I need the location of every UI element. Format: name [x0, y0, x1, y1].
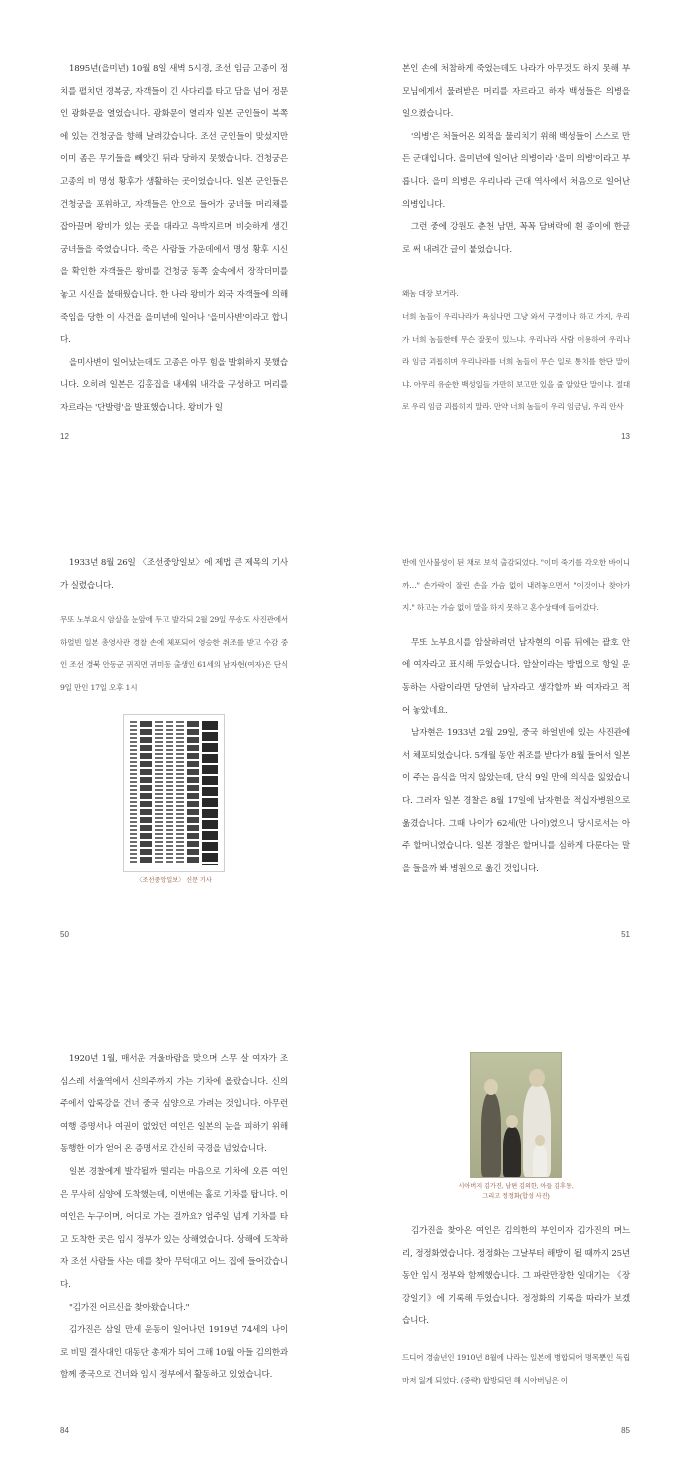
spread-2 — [0, 490, 690, 980]
paragraph: 남자현은 1933년 2월 29일, 중국 하얼빈에 있는 사진관에서 체포되었습니다. 5개월 동안 취조를 받다가 8월 들어서 일본이 주는 음식을 먹지 않았는데, 단식 9일 만에 의식을 잃었습니다. 그러자 일본 경찰은 8월 17일에 남자현을 적십자병원으로 옮겼습니다. 그때 나이가 62세(만 나이)였으니 당시로서는 아주 할머니였습니다. 일본 경찰은 할머니를 심하게 다룬다는 말을 들을까 봐 병원으로 옮긴 것입니다. — [402, 728, 630, 874]
page-84 — [0, 980, 345, 1472]
paragraph: '의병'은 처들어온 외적을 물리치기 위해 백성들이 스스로 만든 군대입니다. 을미년에 일어난 의병이라 '을미 의병'이라고 부릅니다. 을미 의병은 우리나라 근대 역사에서 처음으로 일어난 의병입니다. — [402, 131, 630, 210]
paragraph: 본인 손에 처참하게 죽었는데도 나라가 아무것도 하지 못해 부모님에게서 물려받은 머리를 자르라고 하자 백성들은 의병을 일으켰습니다. — [402, 64, 630, 120]
page-number: 50 — [60, 930, 69, 939]
page-number: 12 — [60, 432, 69, 441]
text-column — [402, 552, 630, 880]
newspaper-clipping-image — [123, 714, 225, 872]
paragraph: "김가진 어르신을 찾아왔습니다." — [69, 1302, 190, 1313]
paragraph: 그런 중에 강원도 춘천 남면, 꼭꼭 담벼락에 흰 종이에 한글로 써 내려간 글이 붙었습니다. — [402, 222, 630, 255]
photo-caption-line: 시아버지 김가진, 남편 김의한, 아들 김후동, — [458, 1183, 574, 1190]
quote-line: 왜놈 대장 보거라. — [402, 289, 459, 299]
text-column — [60, 58, 288, 420]
image-caption: 〈조선중앙일보〉 신문 기사 — [136, 876, 212, 884]
quote-line: 드디어 경술년인 1910년 8월에 나라는 일본에 병합되어 명목뿐인 독립마저 잃게 되었다. (중략) 합방되던 해 시아버님은 이 — [402, 1352, 630, 1385]
quote-line: 너희 놈들이 우리나라가 욕심나면 그냥 와서 구경이나 하고 가지, 우리가 너희 놈들한테 무슨 잘못이 있느냐. 우리나라 사람 이용하여 우리나라 임금 괴롭히며 우리나라를 너희 놈들이 무슨 일로 통치를 한단 말이냐. 아무리 유순한 백성일들 가만히 보고만 있을 줄 알았단 말이냐. 절대로 우리 임금 괴롭히지 말라. 만약 너희 놈들이 우리 임금님, 우리 안사 — [402, 311, 630, 412]
text-column — [402, 58, 630, 419]
page-13 — [345, 0, 690, 490]
family-photo-image — [470, 1052, 562, 1178]
page-50 — [0, 490, 345, 980]
page-number: 84 — [60, 1426, 69, 1435]
page-number: 85 — [621, 1426, 630, 1435]
paragraph: 1933년 8월 26일 〈조선중앙일보〉에 제법 큰 제목의 기사가 실렸습니다. — [60, 558, 288, 591]
page-85 — [345, 980, 690, 1472]
text-column — [402, 1052, 630, 1392]
paragraph: 을미사변이 일어났는데도 고종은 아무 힘을 발휘하지 못했습니다. 오히려 일본은 김홍집을 내세워 내각을 구성하고 머리를 자르라는 '단발령'을 발표했습니다. 왕비가 일 — [60, 357, 288, 413]
paragraph: 1920년 1월, 매서운 겨울바람을 맞으며 스무 살 여자가 조심스레 서울역에서 신의주까지 가는 기차에 올랐습니다. 신의주에서 압록강을 건너 중국 심양으로 가려는 것입니다. 아무런 여행 증명서나 여권이 없었던 여인은 일본의 눈을 피하기 위해 동행한 이가 얻어 온 증명서로 간신히 국경을 넘었습니다. — [60, 1054, 288, 1155]
paragraph: 무또 노부요시를 암살하려던 남자현의 이름 뒤에는 괄호 안에 여자라고 표시해 두었습니다. 암살이라는 방법으로 항일 운동하는 사람이라면 당연히 남자라고 생각할까 봐 여자라고 적어 놓았네요. — [402, 637, 630, 716]
page-number: 13 — [621, 432, 630, 441]
quote-line: 반에 인사불성이 된 채로 보석 출감되었다. "이미 죽기를 각오한 바이니까…" 손가락이 잘린 손을 가슴 없이 내려놓으면서 "이것이나 찾아가지." 하고는 가슴 없이 말을 하지 못하고 혼수상태에 들어갔다. — [402, 558, 630, 613]
paragraph: 1895년(을미년) 10월 8일 새벽 5시경, 조선 임금 고종이 정치를 펼치던 경복궁, 자객들이 긴 사다리를 타고 담을 넘어 정문인 광화문을 열었습니다. 광화문이 열리자 일본 군인들이 북쪽에 있는 건청궁을 향해 날려갔습니다. 조선 군인들이 맞섰지만 이미 좀은 무기들을 뻬앗긴 뒤라 당하지 못했습니다. 건청궁은 고종의 비 명성 황후가 생활하는 곳이었습니다. 일본 군인들은 건청궁을 포위하고, 자객들은 안으로 들어가 궁녀들 머리채를 잡아끌며 왕비가 있는 곳을 대라고 윽박지르며 비슷하게 생긴 궁녀들을 죽였습니다. 죽은 사람들 가운데에서 명성 황후 시신을 확인한 자객들은 왕비를 건청궁 동쪽 숲속에서 장작더미를 놓고 시신을 불태웠습니다. 한 나라 왕비가 외국 자객들에 의해 죽임을 당한 이 사건을 을미년에 일어나 '을미사변'이라고 합니다. — [60, 64, 288, 346]
text-column — [60, 1048, 288, 1387]
spread-3 — [0, 980, 690, 1472]
page-12 — [0, 0, 345, 490]
quote-line: 무또 노부요시 암살을 눈앞에 두고 발각되 2월 29일 무송도 사진관에서 하얼빈 일본 총영사관 경찰 손에 체포되어 영승한 취조를 받고 수감 중인 조선 경북 안동군 귀직면 귀미동 출생인 61세의 남자현(여자)은 단식 9일 만인 17일 오후 1시 — [60, 615, 288, 692]
page-number: 51 — [621, 930, 630, 939]
paragraph: 김가진을 찾아온 여인은 김의한의 부인이자 김가진의 며느리, 정정화였습니다. 정정화는 그날부터 해방이 될 때까지 25년 동안 임시 정부와 함께했습니다. 그 파란만장한 일대기는 《장강일기》에 기록해 두었습니다. 정정화의 기록을 따라가 보겠습니다. — [402, 1226, 630, 1327]
spread-1 — [0, 0, 690, 490]
text-column — [60, 552, 288, 886]
photo-caption-line: 그리고 정정화(합성 사진) — [482, 1193, 550, 1200]
page-51 — [345, 490, 690, 980]
paragraph: 김가진은 삼일 만세 운동이 일어나던 1919년 74세의 나이로 비밀 결사대인 대동단 총재가 되어 그해 10월 아들 김의한과 함께 중국으로 건너와 임시 정부에서 활동하고 있었습니다. — [60, 1325, 288, 1381]
paragraph: 일본 경찰에게 발각될까 떨리는 마음으로 기차에 오른 여인은 무사히 심양에 도착했는데, 이번에는 홀로 기차를 탑니다. 이 여인은 누구이며, 어디로 가는 걸까요? 엄주일 넘게 기차를 타고 도착한 곳은 임시 정부가 있는 상해였습니다. 상해에 도착하자 조선 사람들 사는 데를 찾아 무턱대고 어느 집에 들어갔습니다. — [60, 1166, 288, 1290]
